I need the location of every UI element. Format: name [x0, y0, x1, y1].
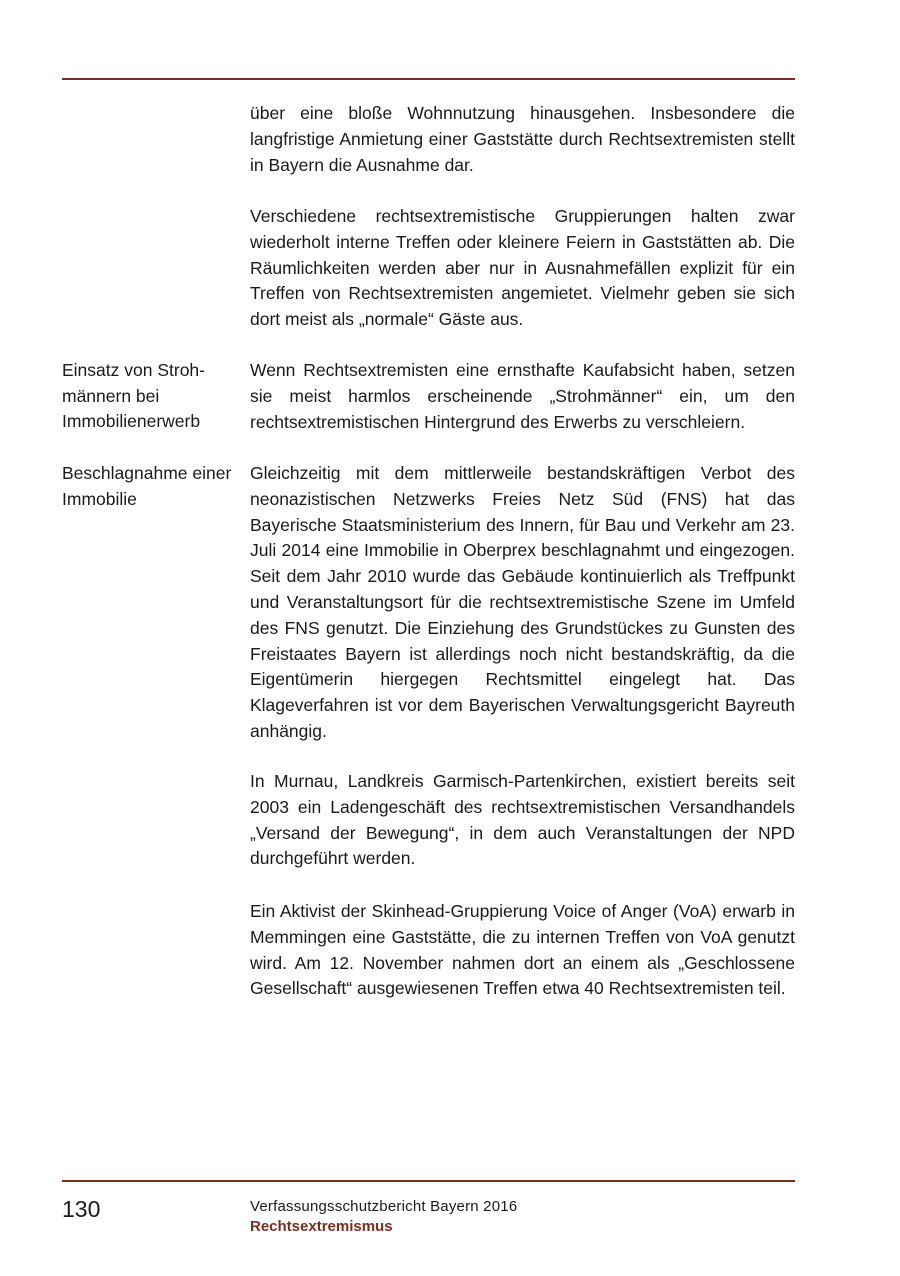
footer-publication-title: Verfassungsschutzbericht Bayern 2016 — [250, 1198, 518, 1215]
footer-rule — [62, 1180, 795, 1182]
body-paragraph-6: Ein Aktivist der Skinhead-Gruppierung Voice of Anger (VoA) erwarb in Memmingen eine Gaststätte, die zu internen Treffen von VoA genutzt wird. Am 12. November nahmen dort an einem als „Geschlossene Gesellschaft“ ausgewiesenen Treffen etwa 40 Rechtsextremisten teil. — [250, 901, 795, 999]
body-paragraph-3: Wenn Rechtsextremisten eine ernsthafte Kaufabsicht haben, setzen sie meist harmlos erscheinende „Strohmänner“ ein, um den rechtsextremistischen Hintergrund des Erwerbs zu verschleiern. — [250, 360, 795, 432]
margin-note-beschlagnahme: Beschlagnahme einer Immobilie — [62, 463, 232, 509]
footer-section-title: Rechtsextremismus — [250, 1218, 393, 1235]
body-paragraph-1: über eine bloße Wohnnutzung hinausgehen. Insbesondere die langfristige Anmietung einer Gaststätte durch Rechtsextremisten stellt in Bayern die Ausnahme dar. — [250, 103, 795, 175]
body-paragraph-5: In Murnau, Landkreis Garmisch-Partenkirchen, existiert bereits seit 2003 ein Ladengeschäft des rechtsextremistischen Versandhandels „Versand der Bewegung“, in dem auch Veranstaltungen der NPD durchgeführt werden. — [250, 771, 795, 869]
margin-note-strohmaenner: Einsatz von Strohmännern bei Immobilienerwerb — [62, 360, 205, 431]
page-number: 130 — [62, 1196, 101, 1222]
body-paragraph-2: Verschiedene rechtsextremistische Gruppierungen halten zwar wiederholt interne Treffen oder kleinere Feiern in Gaststätten ab. Die Räumlichkeiten werden aber nur in Ausnahmefällen explizit für ein Treffen von Rechtsextremisten angemietet. Vielmehr geben sie sich dort meist als „normale“ Gäste aus. — [250, 206, 795, 330]
header-rule — [62, 78, 795, 80]
body-paragraph-4: Gleichzeitig mit dem mittlerweile bestandskräftigen Verbot des neonazistischen Netzwerks Freies Netz Süd (FNS) hat das Bayerische Staatsministerium des Innern, für Bau und Verkehr am 23. Juli 2014 eine Immobilie in Oberprex beschlagnahmt und eingezogen. Seit dem Jahr 2010 wurde das Gebäude kontinuierlich als Treffpunkt und Veranstaltungsort für die rechtsextremistische Szene im Umfeld des FNS genutzt. Die Einziehung des Grundstückes zu Gunsten des Freistaates Bayern ist allerdings noch nicht bestandskräftig, da die Eigentümerin hiergegen Rechtsmittel eingelegt hat. Das Klageverfahren ist vor dem Bayerischen Verwaltungsgericht Bayreuth anhängig. — [250, 463, 795, 741]
